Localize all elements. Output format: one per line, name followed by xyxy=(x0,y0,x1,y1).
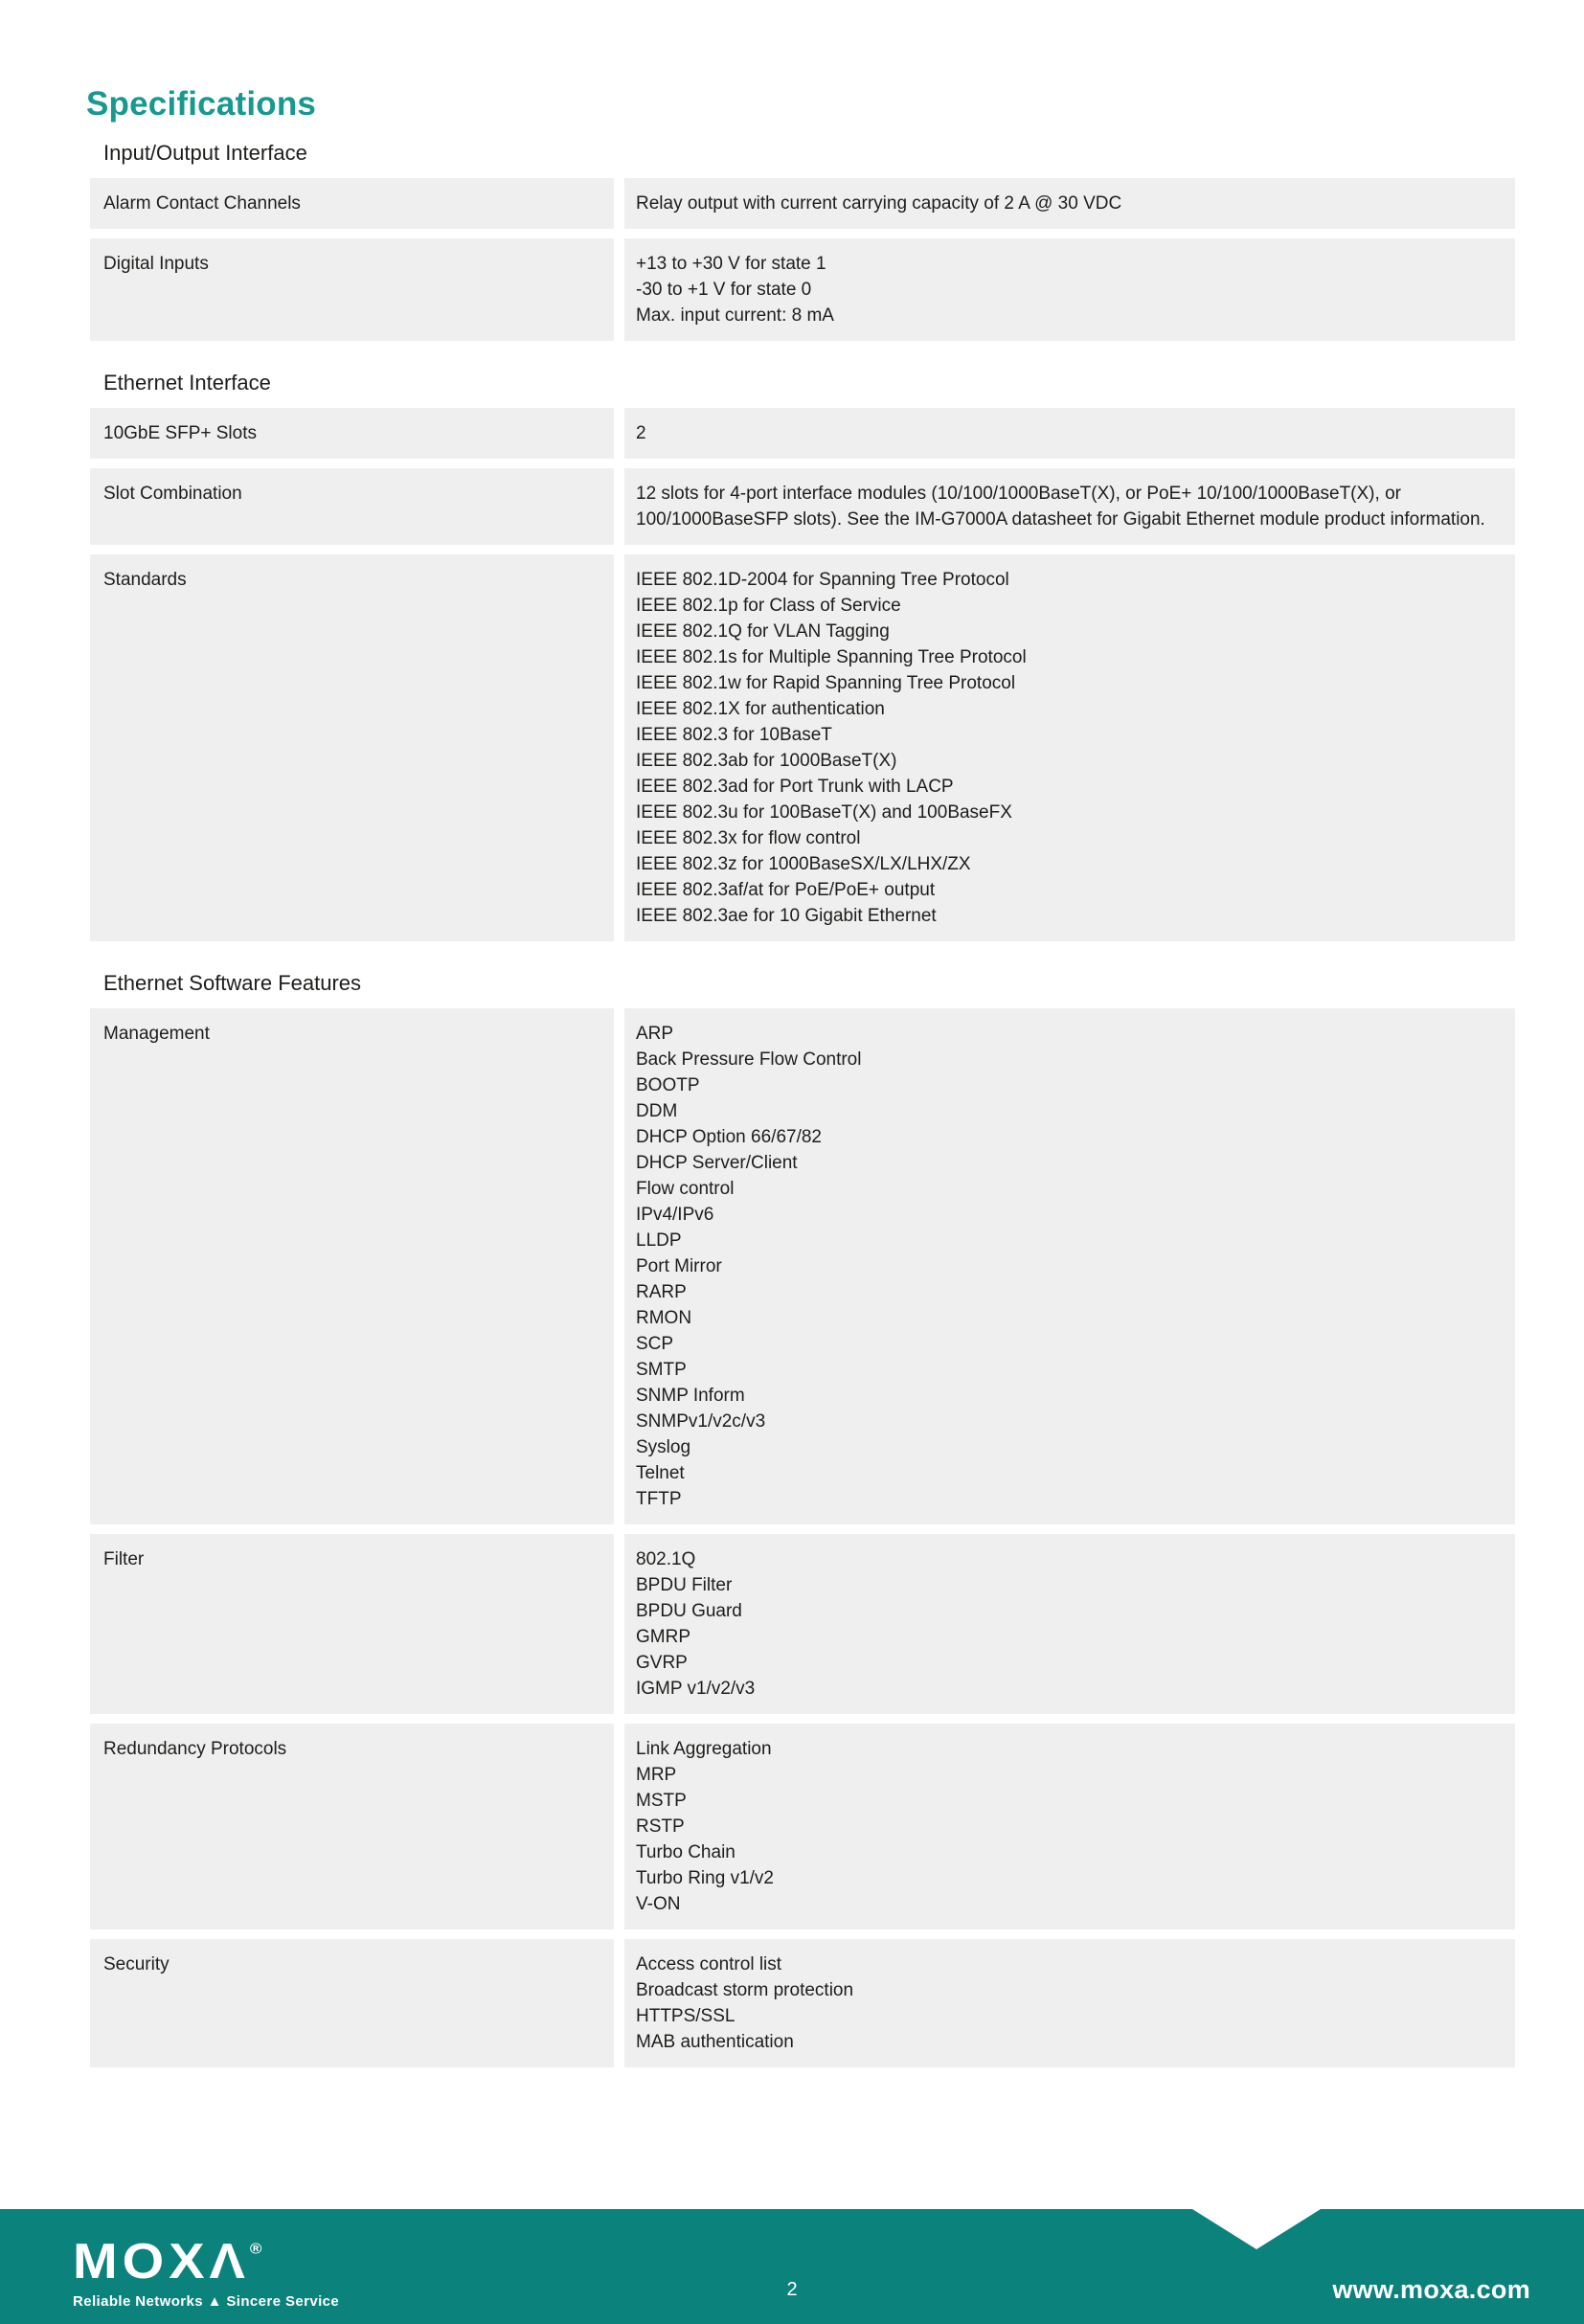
section-heading: Ethernet Interface xyxy=(103,371,271,395)
spec-value-line: SMTP xyxy=(636,1360,687,1380)
spec-value-line: GMRP xyxy=(636,1627,690,1647)
spec-table xyxy=(90,178,1515,341)
spec-value-line: RMON xyxy=(636,1308,692,1328)
table-row xyxy=(90,554,1515,941)
spec-value-cell xyxy=(624,1534,1515,1714)
spec-value-line: BPDU Guard xyxy=(636,1601,742,1621)
spec-value-line: Max. input current: 8 mA xyxy=(636,305,834,326)
spec-value-line: DDM xyxy=(636,1101,678,1121)
table-row xyxy=(90,1939,1515,2067)
spec-value-line: DHCP Server/Client xyxy=(636,1153,798,1173)
spec-value-line: IEEE 802.3ae for 10 Gigabit Ethernet xyxy=(636,906,937,926)
spec-value-line: LLDP xyxy=(636,1230,682,1251)
spec-table xyxy=(90,408,1515,941)
spec-label-cell: Redundancy Protocols xyxy=(90,1724,614,1929)
spec-value-line: DHCP Option 66/67/82 xyxy=(636,1127,822,1147)
moxa-logo-text: MOXΛ xyxy=(73,2233,250,2290)
spec-value-line: SNMPv1/v2c/v3 xyxy=(636,1411,766,1432)
spec-value-cell xyxy=(624,1939,1515,2067)
spec-value-line: MSTP xyxy=(636,1791,687,1811)
spec-label-cell: Alarm Contact Channels xyxy=(90,178,614,229)
spec-value-line: BPDU Filter xyxy=(636,1575,733,1595)
spec-sections xyxy=(90,140,1515,2067)
spec-value-cell xyxy=(624,1008,1515,1524)
registered-trademark-icon: ® xyxy=(249,2240,262,2258)
spec-value-line: SCP xyxy=(636,1334,674,1354)
spec-value-line: IEEE 802.3ad for Port Trunk with LACP xyxy=(636,777,954,797)
spec-value-line: ARP xyxy=(636,1024,674,1044)
spec-value-line: IEEE 802.1p for Class of Service xyxy=(636,596,901,616)
spec-value-line: IEEE 802.1Q for VLAN Tagging xyxy=(636,621,890,642)
spec-value-line: -30 to +1 V for state 0 xyxy=(636,280,812,300)
spec-value-line: Port Mirror xyxy=(636,1256,722,1276)
spec-value-line: RARP xyxy=(636,1282,687,1302)
spec-label-cell: Standards xyxy=(90,554,614,941)
spec-value-line: 2 xyxy=(636,423,646,443)
spec-table xyxy=(90,1008,1515,2067)
spec-value-line: SNMP Inform xyxy=(636,1386,745,1406)
spec-value-line: IEEE 802.3 for 10BaseT xyxy=(636,725,832,745)
moxa-logo-wordmark xyxy=(73,2224,339,2290)
spec-label-cell: Digital Inputs xyxy=(90,238,614,341)
page-title: Specifications xyxy=(86,85,317,123)
table-row xyxy=(90,178,1515,229)
spec-value-line: Flow control xyxy=(636,1179,735,1199)
spec-value-cell xyxy=(624,468,1515,545)
spec-value-line: TFTP xyxy=(636,1489,682,1509)
spec-value-line: IEEE 802.3x for flow control xyxy=(636,828,861,848)
spec-label-cell: Slot Combination xyxy=(90,468,614,545)
spec-value-line: Back Pressure Flow Control xyxy=(636,1049,862,1070)
spec-value-line: IEEE 802.3z for 1000BaseSX/LX/LHX/ZX xyxy=(636,854,971,874)
website-link[interactable]: www.moxa.com xyxy=(1332,2275,1530,2304)
spec-value-line: IEEE 802.3u for 100BaseT(X) and 100BaseFX xyxy=(636,802,1012,823)
spec-value-cell xyxy=(624,1724,1515,1929)
spec-value-line: IEEE 802.3af/at for PoE/PoE+ output xyxy=(636,880,936,900)
spec-value-line: IEEE 802.1s for Multiple Spanning Tree Protocol xyxy=(636,647,1027,667)
moxa-logo-tagline: Reliable Networks ▲ Sincere Service xyxy=(73,2293,340,2310)
table-row xyxy=(90,1008,1515,1524)
footer-notch-icon xyxy=(1192,2209,1321,2249)
table-row xyxy=(90,238,1515,341)
spec-value-line: Link Aggregation xyxy=(636,1739,772,1759)
spec-value-line: Access control list xyxy=(636,1954,782,1974)
spec-value-line: Telnet xyxy=(636,1463,685,1483)
spec-value-line: GVRP xyxy=(636,1653,688,1673)
spec-value-cell xyxy=(624,554,1515,941)
spec-value-line: Turbo Chain xyxy=(636,1842,735,1862)
table-row xyxy=(90,1724,1515,1929)
spec-value-line: BOOTP xyxy=(636,1075,700,1095)
spec-value-line: 12 slots for 4-port interface modules (10/100/1000BaseT(X), or PoE+ 10/100/1000BaseT(X), or 100/1000BaseSFP slots). See the IM-G7000A datasheet for Gigabit Ethernet module product information. xyxy=(636,484,1485,530)
spec-value-line: IPv4/IPv6 xyxy=(636,1205,714,1225)
spec-value-cell xyxy=(624,178,1515,229)
spec-label-cell: 10GbE SFP+ Slots xyxy=(90,408,614,459)
footer xyxy=(0,2209,1584,2324)
spec-value-line: RSTP xyxy=(636,1816,685,1837)
spec-value-line: IGMP v1/v2/v3 xyxy=(636,1679,756,1699)
spec-value-line: V-ON xyxy=(636,1894,681,1914)
spec-value-line: Syslog xyxy=(636,1437,691,1457)
spec-value-line: MAB authentication xyxy=(636,2032,794,2052)
spec-value-line: IEEE 802.3ab for 1000BaseT(X) xyxy=(636,751,897,771)
section-heading: Input/Output Interface xyxy=(103,141,307,165)
spec-value-line: MRP xyxy=(636,1765,677,1785)
spec-value-line: IEEE 802.1X for authentication xyxy=(636,699,885,719)
table-row xyxy=(90,1534,1515,1714)
moxa-logo xyxy=(73,2224,339,2310)
datasheet-page xyxy=(0,84,1584,2310)
spec-label-cell: Security xyxy=(90,1939,614,2067)
spec-value-line: IEEE 802.1w for Rapid Spanning Tree Protocol xyxy=(636,673,1016,693)
spec-label-cell: Management xyxy=(90,1008,614,1524)
spec-value-line: Relay output with current carrying capacity of 2 A @ 30 VDC xyxy=(636,193,1122,214)
spec-value-line: HTTPS/SSL xyxy=(636,2006,735,2026)
spec-value-line: IEEE 802.1D-2004 for Spanning Tree Protocol xyxy=(636,570,1009,590)
table-row xyxy=(90,408,1515,459)
spec-value-line: Broadcast storm protection xyxy=(636,1980,854,2000)
page-number: 2 xyxy=(786,2279,798,2300)
spec-value-line: 802.1Q xyxy=(636,1549,696,1569)
spec-value-line: +13 to +30 V for state 1 xyxy=(636,254,826,274)
spec-value-cell xyxy=(624,238,1515,341)
table-row xyxy=(90,468,1515,545)
spec-label-cell: Filter xyxy=(90,1534,614,1714)
section-heading: Ethernet Software Features xyxy=(103,971,362,995)
spec-value-line: Turbo Ring v1/v2 xyxy=(636,1868,774,1888)
spec-value-cell xyxy=(624,408,1515,459)
